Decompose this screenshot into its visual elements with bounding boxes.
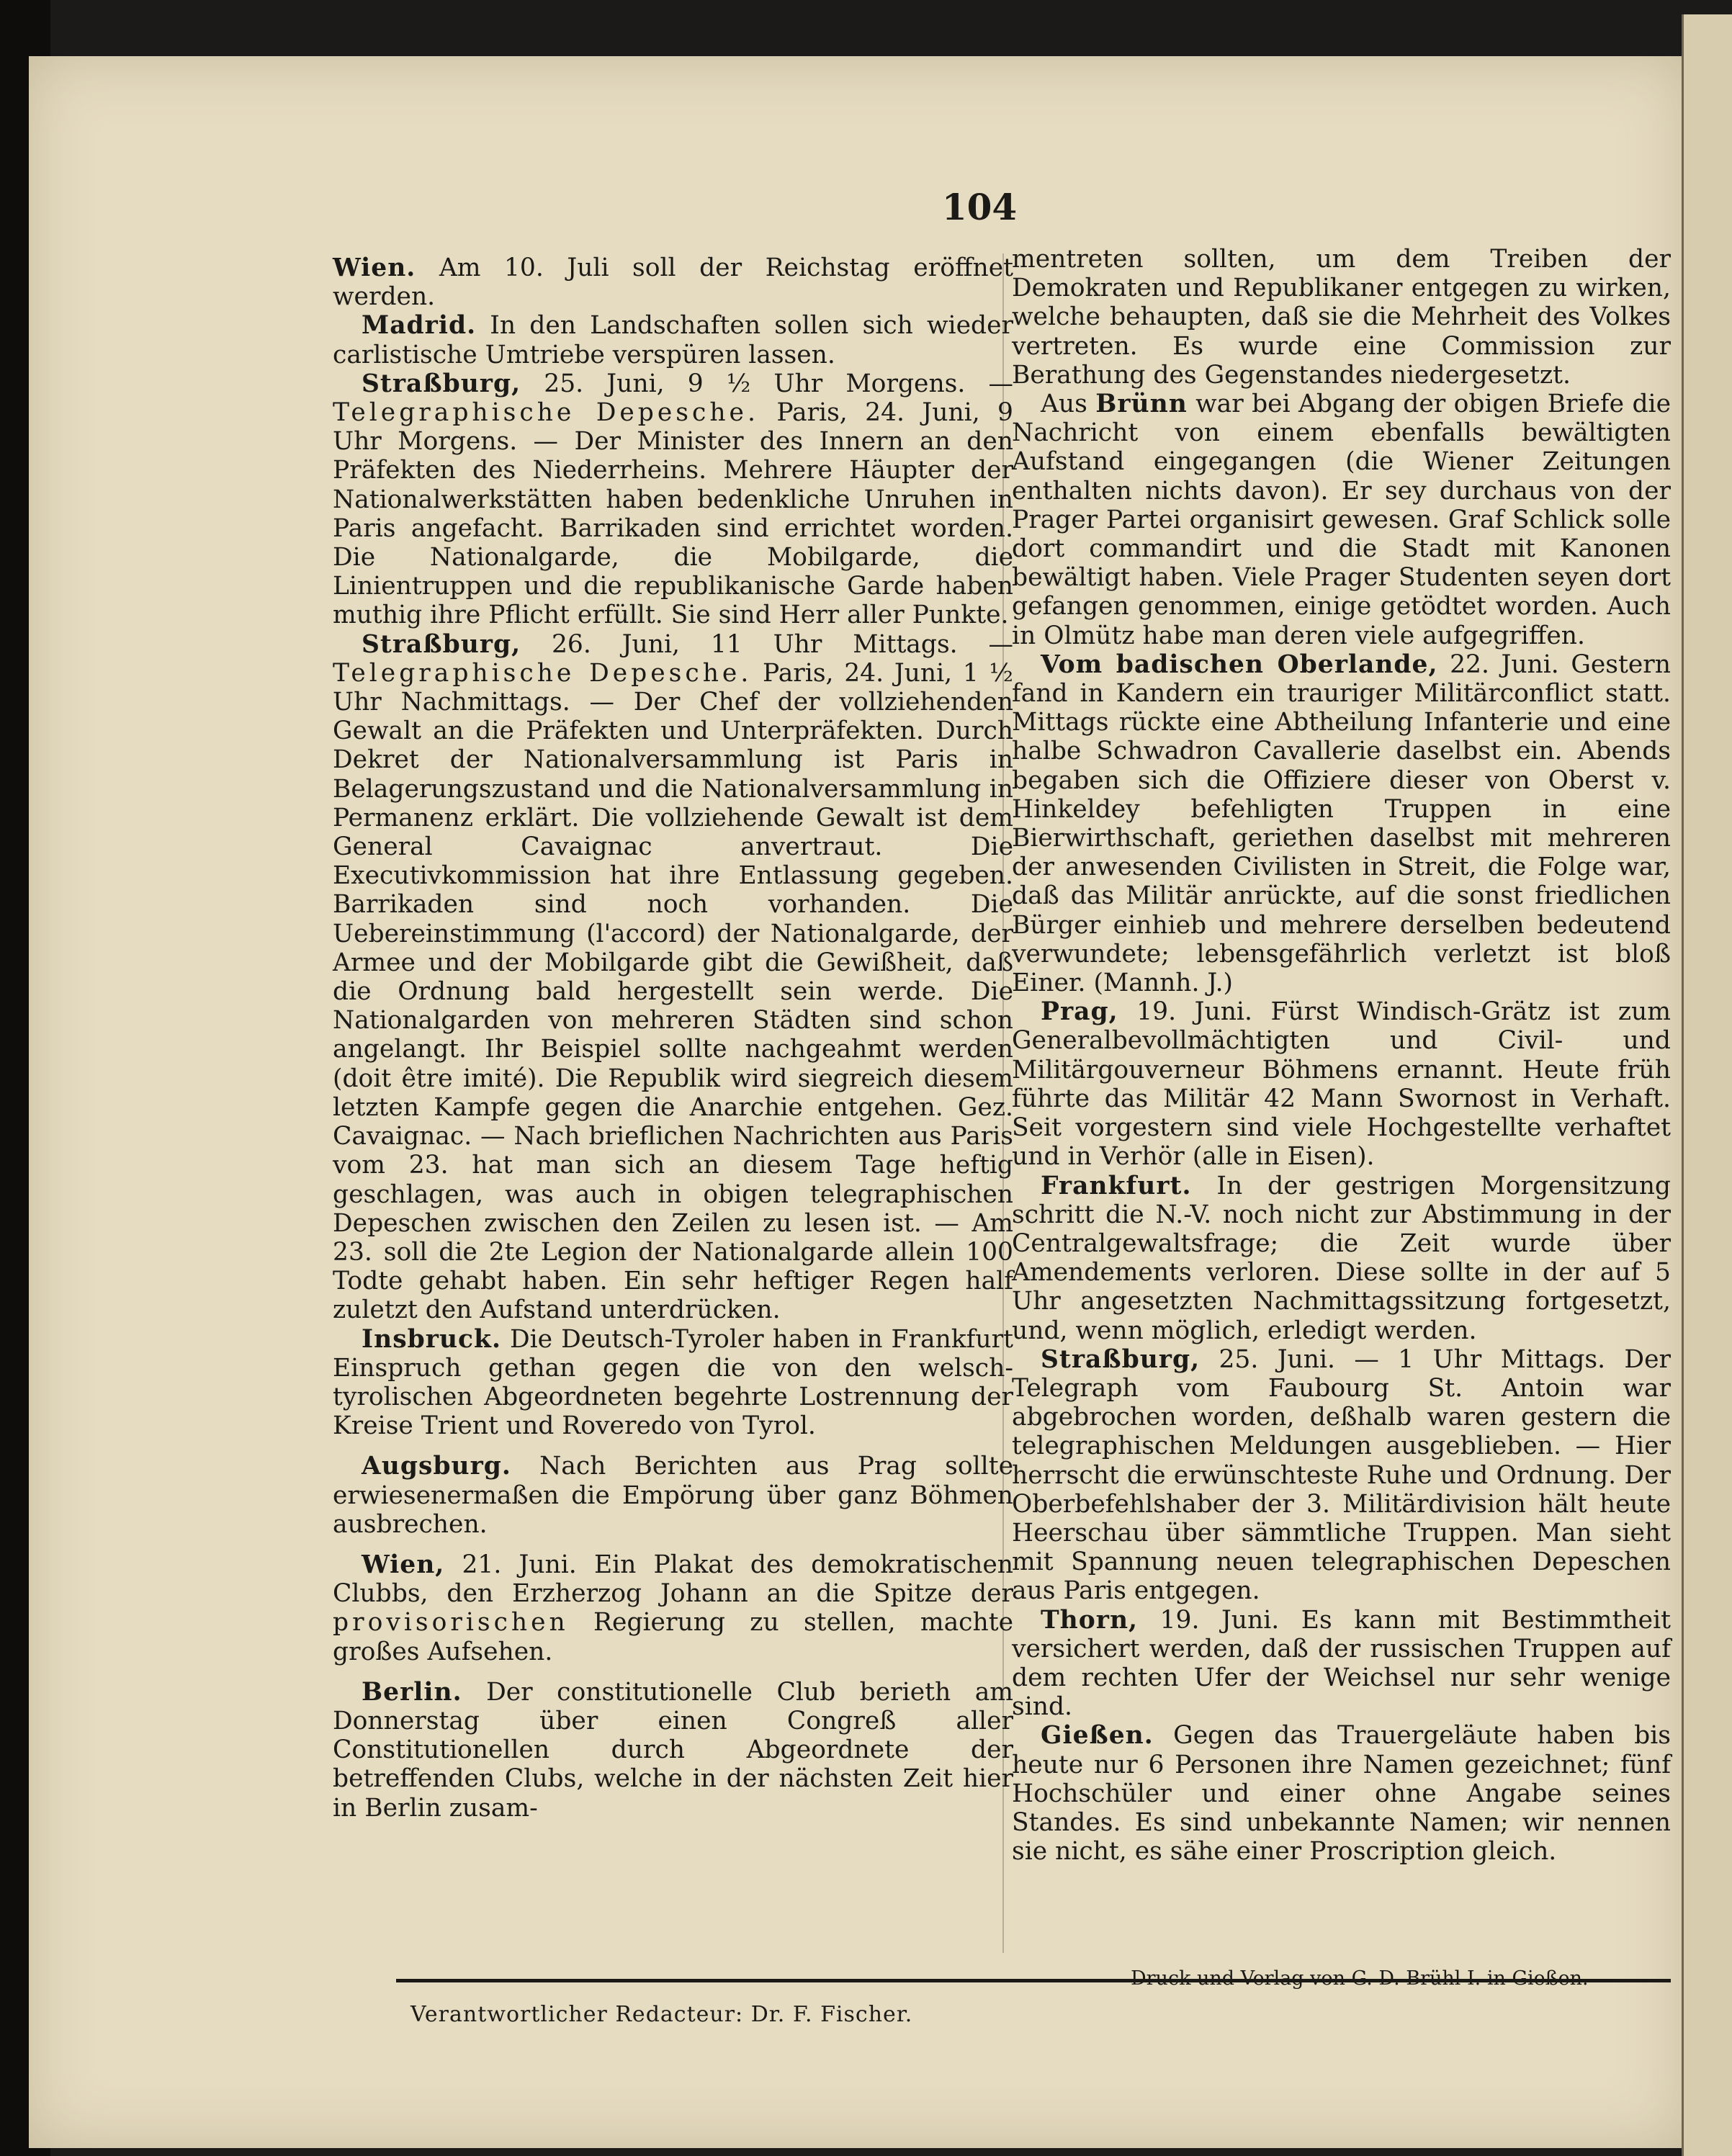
article-text: In den Landschaften sollen sich wieder carlistische Umtriebe verspüren lassen. bbox=[333, 311, 1013, 369]
editor-credit: Verantwortlicher Redacteur: Dr. F. Fischer. bbox=[410, 2002, 913, 2027]
article-text: 19. Juni. Fürst Windisch-Grätz ist zum Generalbevollmächtigten und Civil- und Militärgouverneur Böhmens ernannt. Heute früh führte das Militär 42 Mann Swornost in Verhaft. Seit vorgestern sind viele Hochgestellte verhaftet und in Verhör (alle in Eisen). bbox=[1012, 997, 1671, 1172]
article-text: Nach Berichten aus Prag sollte erwiesenermaßen die Empörung über ganz Böhmen ausbrechen. bbox=[333, 1452, 1013, 1539]
place-name: Insbruck. bbox=[362, 1324, 501, 1354]
article-text: 21. Juni. Ein Plakat des demokratischen Clubbs, den Erzherzog Johann an die Spitze der bbox=[333, 1550, 1013, 1609]
article-wien-2 bbox=[333, 1550, 1013, 1666]
place-name: Thorn, bbox=[1041, 1605, 1139, 1635]
place-name: Vom badischen Oberlande, bbox=[1041, 650, 1438, 679]
article-text-continued: Paris, 24. Juni, 9 Uhr Morgens. — Der Minister des Innern an den Präfekten des Niederrheins. Mehrere Häupter der Nationalwerkstätten haben bedenkliche Unruhen in Paris angefacht. Barrikaden sind errichtet worden. Die Nationalgarde, die Mobilgarde, die Linientruppen und die republikanische Garde haben muthig ihre Pflicht erfüllt. Sie sind Herr aller Punkte. bbox=[333, 398, 1013, 630]
article-text-continued: war bei Abgang der obigen Briefe die Nachricht von einem ebenfalls bewältigten Aufstand eingegangen (die Wiener Zeitungen enthalten nichts davon). Er sey durchaus von der Prager Partei organisirt gewesen. Graf Schlick solle dort commandirt und die Stadt mit Kanonen bewältigt haben. Viele Prager Studenten seyen dort gefangen genommen, einige getödtet worden. Auch in Olmütz habe man deren viele aufgegriffen. bbox=[1012, 390, 1671, 650]
article-spaced-text: Telegraphische Depesche. bbox=[333, 658, 753, 688]
place-name: Wien. bbox=[333, 253, 416, 282]
article-strassburg-3 bbox=[1012, 1345, 1671, 1606]
article-bruenn bbox=[1012, 390, 1671, 650]
article-oberland bbox=[1012, 650, 1671, 997]
article-strassburg-2 bbox=[333, 630, 1013, 1325]
place-name: Straßburg, bbox=[362, 369, 521, 398]
article-berlin bbox=[333, 1678, 1013, 1823]
place-name: Straßburg, bbox=[362, 629, 521, 659]
article-text-continued: Paris, 24. Juni, 1 ½ Uhr Nachmittags. — Der Chef der vollziehenden Gewalt an die Präfekten und Unterpräfekten. Durch Dekret der Nationalversammlung ist Paris in Belagerungszustand und die Nationalversammlung in Permanenz erklärt. Die vollziehende Gewalt ist dem General Cavaignac anvertraut. Die Executivkommission hat ihre Entlassung gegeben. Barrikaden sind noch vorhanden. Die Uebereinstimmung (l'accord) der Nationalgarde, der Armee und der Mobilgarde gibt die Gewißheit, daß die Ordnung bald hergestellt sein werde. Die Nationalgarden von mehreren Städten sind schon angelangt. Ihr Beispiel sollte nachgeahmt werden (doit être imité). Die Republik wird siegreich diesem letzten Kampfe gegen die Anarchie entgehen. Gez. Cavaignac. — Nach brieflichen Nachrichten aus Paris vom 23. hat man sich an diesem Tage heftig geschlagen, was auch in obigen telegraphischen Depeschen zwischen den Zeilen zu lesen ist. — Am 23. soll die 2te Legion der Nationalgarde allein 100 Todte gehabt haben. Ein sehr heftiger Regen half zuletzt den Aufstand unterdrücken. bbox=[333, 658, 1013, 1325]
place-name: Prag, bbox=[1041, 997, 1118, 1027]
article-text-continued: Regierung zu stellen, machte großes Aufsehen. bbox=[333, 1608, 1013, 1666]
article-text: Gegen das Trauergeläute haben bis heute nur 6 Personen ihre Namen gezeichnet; fünf Hochschüler und einer ohne Angabe seines Standes. Es sind unbekannte Namen; wir nennen sie nicht, es sähe einer Proscription gleich. bbox=[1012, 1721, 1671, 1867]
article-text: Die Deutsch-Tyroler haben in Frankfurt Einspruch gethan gegen die von den welsch-tyrolischen Abgeordneten begehrte Lostrennung der Kreise Trient und Roveredo von Tyrol. bbox=[333, 1324, 1013, 1441]
article-wien-1 bbox=[333, 253, 1013, 311]
article-insbruck bbox=[333, 1325, 1013, 1441]
place-name: Brünn bbox=[1095, 390, 1188, 419]
article-text: 26. Juni, 11 Uhr Mittags. — bbox=[521, 629, 1013, 659]
article-text: 25. Juni. — 1 Uhr Mittags. Der Telegraph vom Faubourg St. Antoin war abgebrochen worden, deßhalb waren gestern die telegraphischen Meldungen ausgeblieben. — Hier herrscht die erwünschteste Ruhe und Ordnung. Der Oberbefehlshaber der 3. Militärdivision hält heute Heerschau über sämmtliche Truppen. Man sieht mit Spannung neuen telegraphischen Depeschen aus Paris entgegen. bbox=[1012, 1344, 1671, 1606]
article-text: Aus bbox=[1041, 390, 1096, 419]
article-text: 25. Juni, 9 ½ Uhr Morgens. — bbox=[521, 369, 1013, 398]
article-spaced-text: provisorischen bbox=[333, 1608, 569, 1638]
place-name: Frankfurt. bbox=[1041, 1171, 1192, 1200]
place-name: Madrid. bbox=[362, 311, 477, 341]
page-number: 104 bbox=[941, 186, 1018, 228]
article-thorn bbox=[1012, 1606, 1671, 1722]
article-text: mentreten sollten, um dem Treiben der Demokraten und Republikaner entgegen zu wirken, welche behaupten, daß sie die Mehrheit des Volkes vertreten. Es wurde eine Commission zur Berathung des Gegenstandes niedergesetzt. bbox=[1012, 245, 1671, 390]
place-name: Gießen. bbox=[1041, 1721, 1154, 1751]
article-text: 22. Juni. Gestern fand in Kandern ein trauriger Militärconflict statt. Mittags rückte eine Abtheilung Infanterie und eine halbe Schwadron Cavallerie daselbst ein. Abends begaben sich die Offiziere dieser von Oberst v. Hinkeldey befehligten Truppen in eine Bierwirthschaft, geriethen daselbst mit mehreren der anwesenden Civilisten in Streit, die Folge war, daß das Militär anrückte, auf die sonst friedlichen Bürger einhieb und mehrere derselben bedeutend verwundete; lebensgefährlich verletzt ist bloß Einer. (Mannh. J.) bbox=[1012, 650, 1671, 998]
right-column bbox=[1012, 245, 1671, 1866]
article-text: Der constitutionelle Club berieth am Donnerstag über einen Congreß aller Constitutionellen durch Abgeordnete der betreffenden Clubs, welche in der nächsten Zeit hier in Berlin zusam- bbox=[333, 1677, 1013, 1823]
article-madrid bbox=[333, 311, 1013, 369]
article-text: In der gestrigen Morgensitzung schritt die N.-V. noch nicht zur Abstimmung in der Centralgewaltsfrage; die Zeit wurde über Amendements verloren. Diese sollte in der auf 5 Uhr angesetzten Nachmittagssitzung fortgesetzt, und, wenn möglich, erledigt werden. bbox=[1012, 1171, 1671, 1345]
next-page-edge bbox=[1682, 14, 1732, 2156]
place-name: Wien, bbox=[362, 1550, 445, 1579]
printer-imprint: Druck und Verlag von G. D. Brühl I. in Gießen. bbox=[1131, 1967, 1589, 1990]
article-text: 19. Juni. Es kann mit Bestimmtheit versichert werden, daß der russischen Truppen auf dem rechten Ufer der Weichsel nur sehr wenige sind. bbox=[1012, 1605, 1671, 1722]
article-giessen bbox=[1012, 1721, 1671, 1866]
article-strassburg-1 bbox=[333, 369, 1013, 630]
article-prag bbox=[1012, 997, 1671, 1171]
article-berlin-continued bbox=[1012, 245, 1671, 390]
left-column bbox=[333, 253, 1013, 1823]
place-name: Straßburg, bbox=[1041, 1344, 1201, 1374]
place-name: Augsburg. bbox=[362, 1452, 511, 1481]
article-frankfurt bbox=[1012, 1172, 1671, 1345]
article-text: Am 10. Juli soll der Reichstag eröffnet werden. bbox=[333, 253, 1013, 312]
place-name: Berlin. bbox=[362, 1677, 462, 1707]
article-spaced-text: Telegraphische Depesche. bbox=[333, 398, 759, 428]
article-augsburg bbox=[333, 1452, 1013, 1539]
